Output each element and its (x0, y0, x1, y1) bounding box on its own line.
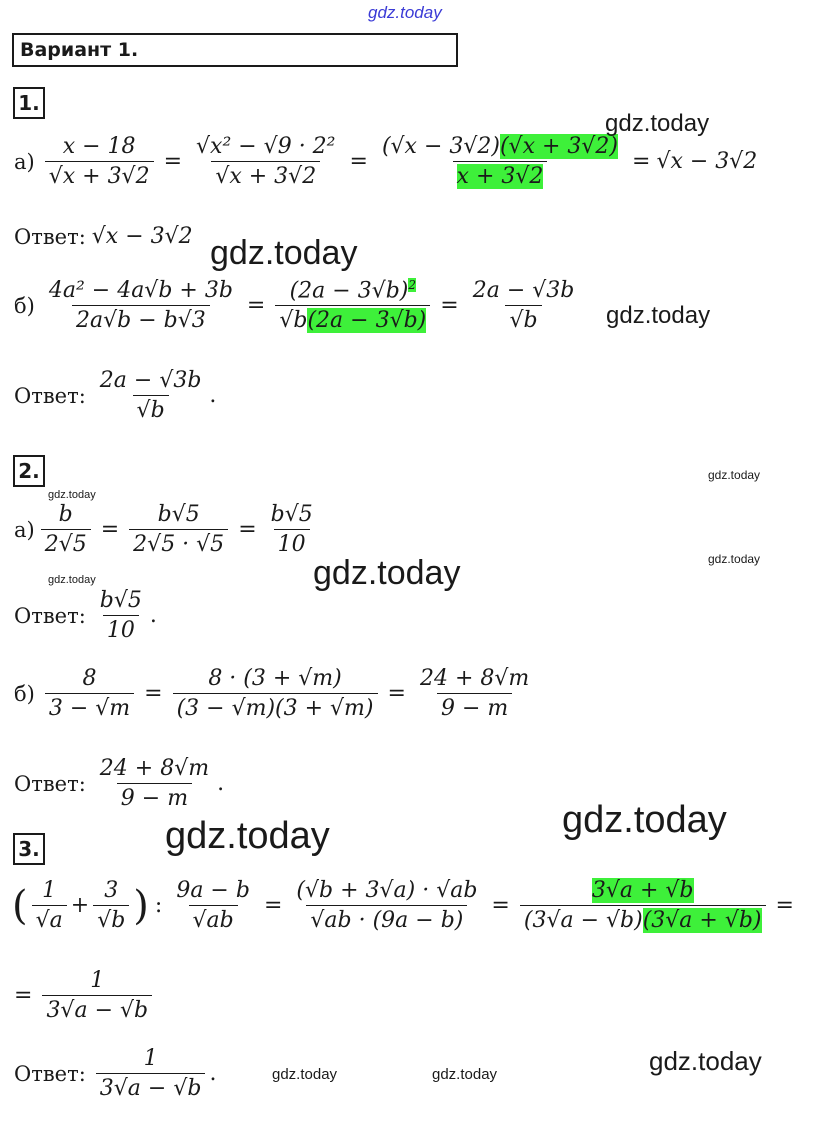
fraction-denominator: √ab · (9a − b) (306, 905, 467, 933)
task-2a-answer (14, 588, 157, 643)
equals-sign: = (775, 893, 794, 918)
equals-sign: = (238, 517, 257, 542)
fraction-denominator: 3√a − √b (42, 995, 152, 1023)
equals-sign: = (246, 293, 266, 319)
base: (2a − 3√b) (289, 278, 409, 304)
watermark: gdz.today (432, 1066, 498, 1083)
fraction-numerator: 9a − b (176, 878, 250, 903)
fraction-denominator (520, 905, 766, 933)
variant-header (12, 33, 458, 67)
fraction (172, 878, 254, 933)
watermark: gdz.today (605, 110, 710, 137)
fraction-denominator: 3√a − √b (96, 1073, 206, 1101)
top-watermark: gdz.today (368, 3, 442, 22)
task-3-equation (12, 878, 800, 933)
watermark: gdz.today (48, 489, 96, 501)
fraction-denominator: √b (93, 905, 129, 933)
task-1-number: 1. (13, 87, 45, 119)
fraction-numerator: 24 + 8√m (99, 756, 210, 781)
fraction-numerator: 2a − √3b (99, 368, 202, 393)
factor: √b (279, 308, 308, 334)
equals-sign: = (387, 681, 406, 706)
fraction-numerator: 4a² − 4a√b + 3b (48, 278, 233, 304)
fraction-denominator: 10 (103, 615, 139, 643)
fraction-numerator: b√5 (157, 502, 200, 527)
fraction-numerator: b (58, 502, 73, 527)
fraction-denominator: √a (32, 905, 67, 933)
close-paren: ) (133, 882, 149, 929)
highlighted-exponent: 2 (408, 278, 417, 292)
fraction (292, 878, 481, 933)
fraction (378, 134, 622, 189)
period: . (217, 771, 225, 796)
highlighted-factor: (√x + 3√2) (499, 134, 618, 159)
task-1b-label: б) (14, 293, 35, 318)
fraction-numerator: 24 + 8√m (419, 666, 530, 691)
task-2a-equation (14, 502, 321, 557)
fraction (93, 878, 129, 933)
fraction (416, 666, 533, 721)
fraction-numerator: b√5 (270, 502, 313, 527)
fraction (469, 278, 579, 333)
fraction-denominator: √b (505, 305, 541, 333)
answer-label: Ответ: (14, 771, 86, 796)
variant-title: Вариант 1. (20, 39, 139, 61)
fraction (32, 878, 67, 933)
equals-sign: = (349, 149, 368, 174)
fraction (45, 278, 237, 333)
task-1a-answer (14, 224, 193, 249)
fraction-numerator (378, 134, 622, 161)
plus-sign: + (70, 893, 90, 918)
fraction-denominator (453, 161, 548, 189)
task-2b-label: б) (14, 681, 35, 706)
fraction-numerator: 8 · (3 + √m) (208, 666, 342, 691)
watermark: gdz.today (313, 554, 461, 592)
fraction (520, 878, 766, 933)
fraction-numerator: √x² − √9 · 2² (196, 134, 336, 159)
task-3-number: 3. (13, 833, 45, 865)
fraction-numerator: 8 (82, 666, 97, 691)
watermark: gdz.today (562, 799, 727, 841)
task-1a-equation (14, 134, 757, 189)
watermark: gdz.today (649, 1046, 762, 1076)
task-3-result (14, 968, 156, 1023)
watermark: gdz.today (606, 302, 711, 329)
answer-label: Ответ: (14, 1061, 86, 1086)
fraction-denominator: 3 − √m (45, 693, 134, 721)
watermark: gdz.today (708, 552, 761, 566)
fraction-denominator: (3 − √m)(3 + √m) (173, 693, 378, 721)
equals-sign: = (632, 149, 651, 174)
equals-sign: = (440, 293, 459, 319)
task-1a-label: а) (14, 149, 35, 174)
factor: (√x − 3√2) (381, 134, 500, 159)
task-2-number: 2. (13, 455, 45, 487)
fraction-numerator: b√5 (99, 588, 142, 613)
task-3-answer (14, 1046, 216, 1101)
fraction (41, 502, 91, 557)
watermark: gdz.today (272, 1066, 338, 1083)
equals-sign: = (100, 517, 120, 542)
answer-label: Ответ: (14, 603, 86, 628)
fraction-denominator: √ab (189, 905, 238, 933)
fraction (96, 1046, 206, 1101)
fraction-numerator: 1 (90, 968, 105, 993)
fraction (173, 666, 378, 721)
fraction (96, 756, 213, 811)
fraction-denominator: 10 (274, 529, 310, 557)
equals-sign: = (144, 681, 163, 706)
period: . (209, 1061, 217, 1086)
highlighted-factor: (2a − 3√b) (307, 308, 427, 334)
fraction-denominator: √b (133, 395, 169, 423)
fraction (45, 134, 154, 189)
fraction-denominator: 2√5 · √5 (129, 529, 228, 557)
fraction (192, 134, 339, 189)
fraction (129, 502, 228, 557)
equals-sign: = (14, 983, 33, 1008)
equals-sign: = (491, 893, 510, 918)
answer-label: Ответ: (14, 383, 86, 408)
fraction-denominator: 2a√b − b√3 (72, 305, 210, 333)
fraction-denominator: 9 − m (437, 693, 512, 721)
watermark: gdz.today (210, 234, 358, 272)
answer-value: √x − 3√2 (91, 224, 193, 249)
equals-sign: = (263, 893, 283, 918)
result: √x − 3√2 (656, 149, 758, 174)
fraction-numerator: x − 18 (62, 134, 136, 159)
fraction (42, 968, 152, 1023)
fraction-numerator: (√b + 3√a) · √ab (296, 878, 478, 903)
fraction-numerator: 3 (104, 878, 119, 903)
period: . (149, 603, 157, 628)
fraction (45, 666, 134, 721)
factor: (3√a − √b) (523, 908, 643, 933)
equals-sign: = (163, 149, 183, 174)
fraction-denominator: 2√5 (41, 529, 91, 557)
fraction-numerator: 1 (42, 878, 57, 903)
task-2b-equation (14, 666, 537, 721)
fraction-numerator: 1 (143, 1046, 158, 1071)
period: . (209, 383, 217, 408)
task-1b-equation (14, 278, 582, 333)
divide-sign: : (154, 893, 163, 918)
fraction-denominator: √x + 3√2 (211, 161, 320, 189)
watermark: gdz.today (708, 468, 761, 482)
open-paren: ( (12, 882, 28, 929)
highlighted-denominator: x + 3√2 (456, 164, 544, 189)
watermark: gdz.today (48, 574, 96, 586)
fraction-denominator (275, 305, 430, 333)
fraction (96, 588, 146, 643)
fraction-denominator: 9 − m (117, 783, 192, 811)
highlighted-factor: (3√a + √b) (642, 908, 762, 933)
fraction (96, 368, 206, 423)
fraction (267, 502, 317, 557)
fraction-numerator (588, 878, 698, 905)
task-2a-label: а) (14, 517, 35, 542)
fraction-denominator: √x + 3√2 (45, 161, 154, 189)
fraction-numerator (286, 278, 420, 305)
task-1b-answer (14, 368, 216, 423)
fraction (275, 278, 430, 333)
task-2b-answer (14, 756, 224, 811)
fraction-numerator: 2a − √3b (472, 278, 575, 304)
highlighted-numerator: 3√a + √b (591, 878, 694, 903)
answer-label: Ответ: (14, 224, 86, 249)
watermark: gdz.today (165, 815, 330, 857)
